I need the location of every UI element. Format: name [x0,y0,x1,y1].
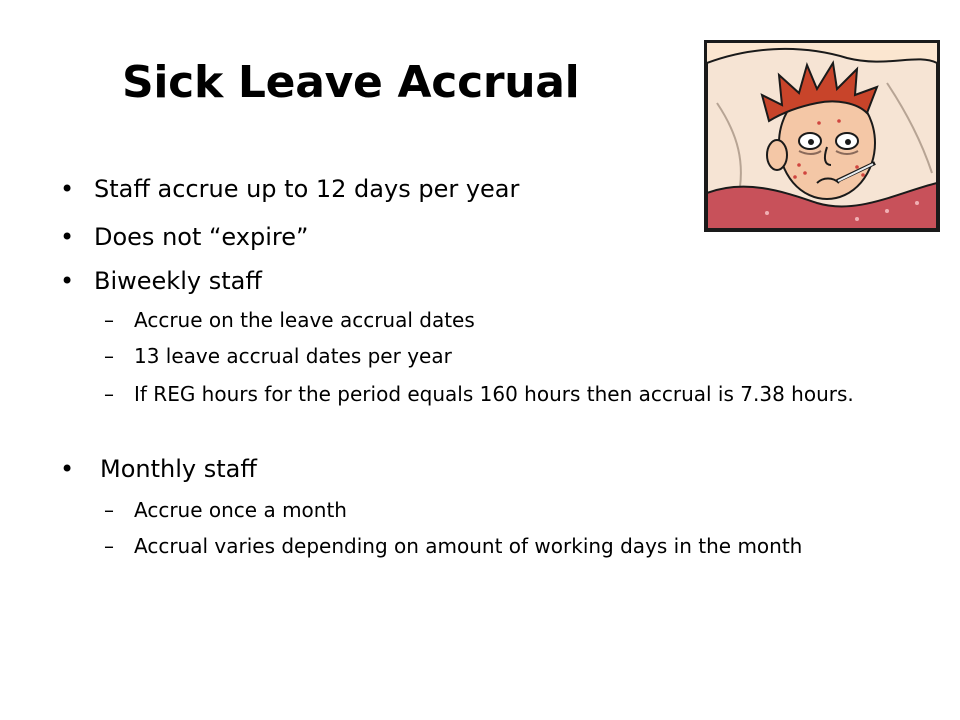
sub-bullet-marker: – [104,344,114,368]
bullet-text: Monthly staff [100,455,257,483]
sub-bullet-text: If REG hours for the period equals 160 hours then accrual is 7.38 hours. [134,382,854,406]
bullet-text: Biweekly staff [94,267,262,295]
bullet-text: Does not “expire” [94,223,309,251]
sub-bullet-marker: – [104,534,114,558]
sub-bullet-text: Accrue once a month [134,498,347,522]
sub-bullet-marker: – [104,308,114,332]
slide-title: Sick Leave Accrual [122,57,580,108]
sub-bullet-text: Accrue on the leave accrual dates [134,308,475,332]
sub-bullet-text: Accrual varies depending on amount of working days in the month [134,534,803,558]
sub-bullet-text: 13 leave accrual dates per year [134,344,452,368]
bullet-marker: • [60,267,75,295]
sub-bullet-marker: – [104,382,114,406]
bullet-marker: • [60,175,75,203]
bullet-marker: • [60,455,75,483]
sick-person-with-thermometer-icon [707,43,937,229]
bullet-marker: • [60,223,75,251]
bullet-text: Staff accrue up to 12 days per year [94,175,520,203]
sub-bullet-marker: – [104,498,114,522]
sick-person-illustration [704,40,940,232]
